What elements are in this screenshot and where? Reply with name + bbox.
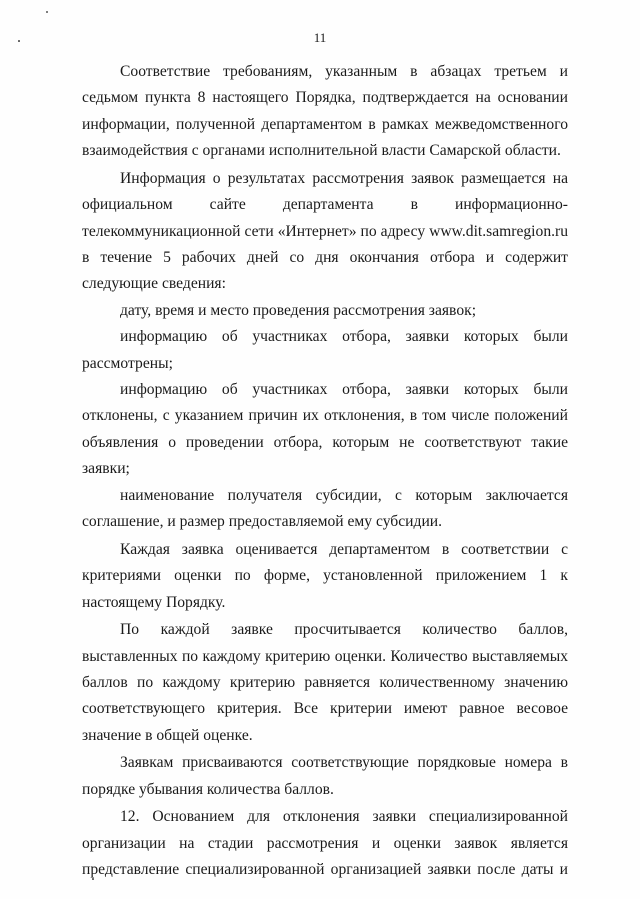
page-number: 11	[313, 30, 327, 45]
paragraph-list-recipient: наименование получателя субсидии, с которым заключается соглашение, и размер предоставляемой ему субсидии.	[82, 486, 568, 531]
paragraph-rejection-grounds: 12. Основанием для отклонения заявки специализированной организации на стадии рассмотрения и оценки заявок является представление специализированной организацией заявки после даты и	[82, 808, 568, 879]
paragraph-evaluation: Каждая заявка оценивается департаментом в соответствии с критериями оценки по форме, установленной приложением 1 к настоящему Порядку.	[82, 540, 568, 611]
paragraph-list-reviewed: информацию об участниках отбора, заявки которых были рассмотрены;	[82, 328, 568, 372]
paragraph-scoring: По каждой заявке просчитывается количество баллов, выставленных по каждому критерию оценки. Количество выставляемых баллов по каждому критерию равняется количественному значению соответствующего критерия. Все критерии имеют равное весовое значение в общей оценке.	[82, 621, 568, 744]
paragraph-verification: Соответствие требованиям, указанным в абзацах третьем и седьмом пункта 8 настоящего Порядка, подтверждается на основании информации, полученной департаментом в рамках межведомственного взаимодействия с органами исполнительной власти Самарской области.	[82, 63, 568, 160]
paragraph-ranking: Заявкам присваиваются соответствующие порядковые номера в порядке убывания количества баллов.	[82, 754, 568, 798]
paragraph-results-publication: Информация о результатах рассмотрения заявок размещается на официальном сайте департамента в информационно-телекоммуникационной сети «Интернет» по адресу www.dit.samregion.ru в течение 5 рабочих дней со дня окончания отбора и содержит следующие сведения:	[82, 169, 568, 293]
paragraph-list-date: дату, время и место проведения рассмотрения заявок;	[120, 301, 477, 319]
scan-speck	[46, 11, 48, 13]
document-body	[82, 59, 568, 884]
paragraph-list-rejected: информацию об участниках отбора, заявки которых были отклонены, с указанием причин их отклонения, в том числе положений объявления о проведении отбора, которым не соответствуют такие заявки;	[82, 381, 568, 478]
